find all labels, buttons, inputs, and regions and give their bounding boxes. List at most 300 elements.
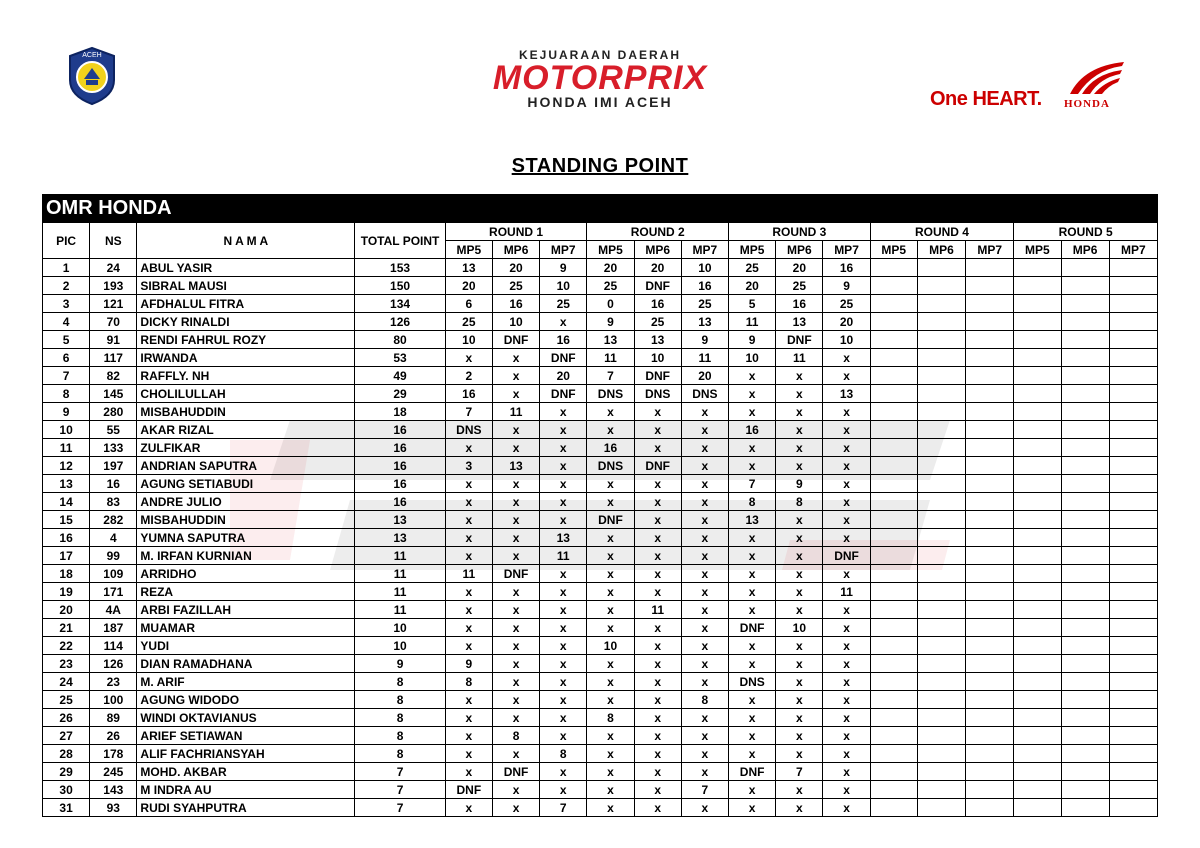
round-result-cell: 25	[634, 313, 681, 331]
total-point-cell: 126	[355, 313, 445, 331]
round-result-cell	[1109, 367, 1157, 385]
round-result-cell: x	[587, 799, 634, 817]
round-result-cell: 11	[634, 601, 681, 619]
table-row	[43, 727, 1158, 745]
round-result-cell: 8	[681, 691, 728, 709]
rider-name-cell: MOHD. AKBAR	[137, 763, 355, 781]
round-result-cell: 10	[445, 331, 492, 349]
round-result-cell	[1109, 799, 1157, 817]
table-row	[43, 745, 1158, 763]
round-result-cell: x	[540, 493, 587, 511]
round-result-cell	[966, 781, 1014, 799]
rank-cell: 22	[43, 637, 90, 655]
round-result-cell	[1014, 511, 1061, 529]
round-result-cell	[966, 493, 1014, 511]
round-result-cell: x	[776, 565, 823, 583]
number-cell: 109	[90, 565, 137, 583]
round-result-cell: x	[823, 367, 870, 385]
number-cell: 245	[90, 763, 137, 781]
honda-wordmark: HONDA	[1064, 98, 1110, 110]
round-result-cell: x	[492, 583, 539, 601]
rank-cell: 6	[43, 349, 90, 367]
rider-name-cell: YUDI	[137, 637, 355, 655]
round-result-cell: 16	[681, 277, 728, 295]
table-row	[43, 277, 1158, 295]
table-row	[43, 547, 1158, 565]
page-header	[0, 0, 1200, 150]
round-result-cell: DNS	[587, 385, 634, 403]
table-row	[43, 349, 1158, 367]
number-cell: 117	[90, 349, 137, 367]
number-cell: 99	[90, 547, 137, 565]
round-result-cell: x	[492, 547, 539, 565]
total-point-cell: 153	[355, 259, 445, 277]
round-result-cell	[1014, 295, 1061, 313]
round-result-cell	[966, 331, 1014, 349]
table-row	[43, 655, 1158, 673]
round-result-cell: 25	[729, 259, 776, 277]
round-result-cell: 8	[540, 745, 587, 763]
round-result-cell: 8	[776, 493, 823, 511]
round-result-cell: 11	[776, 349, 823, 367]
table-row	[43, 673, 1158, 691]
round-result-cell: x	[492, 619, 539, 637]
round-result-cell: 13	[492, 457, 539, 475]
total-point-cell: 150	[355, 277, 445, 295]
table-row	[43, 493, 1158, 511]
table-row	[43, 781, 1158, 799]
round-result-cell: x	[729, 691, 776, 709]
table-row	[43, 565, 1158, 583]
round-result-cell: x	[729, 781, 776, 799]
round-result-cell	[870, 637, 917, 655]
round-result-cell	[1061, 727, 1109, 745]
round-result-cell: x	[492, 349, 539, 367]
round-result-cell	[870, 313, 917, 331]
round-result-cell: x	[634, 475, 681, 493]
round-result-cell	[870, 457, 917, 475]
round-result-cell	[917, 547, 965, 565]
round-result-cell: x	[823, 727, 870, 745]
total-point-cell: 16	[355, 475, 445, 493]
round-result-cell: x	[776, 511, 823, 529]
round-header: ROUND 5	[1014, 223, 1158, 241]
round-result-cell: x	[634, 547, 681, 565]
round-result-cell	[870, 259, 917, 277]
round-result-cell	[917, 727, 965, 745]
round-result-cell: 20	[729, 277, 776, 295]
round-result-cell: x	[823, 475, 870, 493]
total-point-cell: 11	[355, 565, 445, 583]
round-result-cell	[966, 457, 1014, 475]
class-header: MP6	[634, 241, 681, 259]
round-result-cell: x	[634, 691, 681, 709]
table-row	[43, 367, 1158, 385]
rank-cell: 19	[43, 583, 90, 601]
rider-name-cell: SIBRAL MAUSI	[137, 277, 355, 295]
round-header: ROUND 3	[729, 223, 871, 241]
round-result-cell: x	[823, 349, 870, 367]
round-result-cell: 25	[776, 277, 823, 295]
rank-cell: 25	[43, 691, 90, 709]
round-result-cell	[870, 385, 917, 403]
round-result-cell: x	[634, 439, 681, 457]
round-result-cell: 25	[540, 295, 587, 313]
round-result-cell: x	[540, 781, 587, 799]
round-result-cell: x	[445, 511, 492, 529]
round-result-cell	[966, 655, 1014, 673]
rider-name-cell: ABUL YASIR	[137, 259, 355, 277]
motorprix-logo	[440, 48, 760, 108]
round-result-cell: 11	[729, 313, 776, 331]
round-result-cell	[1109, 727, 1157, 745]
round-result-cell	[1014, 745, 1061, 763]
rank-cell: 13	[43, 475, 90, 493]
rank-cell: 11	[43, 439, 90, 457]
number-cell: 23	[90, 673, 137, 691]
round-result-cell	[1109, 547, 1157, 565]
rider-name-cell: ARBI FAZILLAH	[137, 601, 355, 619]
round-result-cell	[917, 403, 965, 421]
round-result-cell	[966, 547, 1014, 565]
round-result-cell: x	[540, 313, 587, 331]
round-result-cell	[1109, 475, 1157, 493]
round-result-cell	[1014, 781, 1061, 799]
round-result-cell	[966, 385, 1014, 403]
class-header: MP5	[587, 241, 634, 259]
round-result-cell: x	[681, 475, 728, 493]
rider-name-cell: AGUNG WIDODO	[137, 691, 355, 709]
rank-cell: 17	[43, 547, 90, 565]
round-result-cell: x	[681, 799, 728, 817]
round-result-cell	[1061, 745, 1109, 763]
round-result-cell: 9	[540, 259, 587, 277]
standing-rows	[43, 259, 1158, 817]
round-result-cell	[870, 673, 917, 691]
round-result-cell: x	[634, 565, 681, 583]
round-result-cell: x	[729, 385, 776, 403]
round-result-cell: 10	[776, 619, 823, 637]
rider-name-cell: RENDI FAHRUL ROZY	[137, 331, 355, 349]
round-result-cell	[917, 799, 965, 817]
number-cell: 114	[90, 637, 137, 655]
brand-top-text: KEJUARAAN DAERAH	[518, 48, 681, 62]
round-result-cell	[1014, 385, 1061, 403]
round-result-cell	[966, 565, 1014, 583]
round-result-cell	[917, 421, 965, 439]
round-result-cell: 7	[587, 367, 634, 385]
round-result-cell: x	[445, 583, 492, 601]
round-result-cell: x	[634, 781, 681, 799]
round-result-cell	[1109, 511, 1157, 529]
round-result-cell: x	[445, 475, 492, 493]
round-result-cell	[917, 295, 965, 313]
round-result-cell	[917, 439, 965, 457]
round-result-cell: x	[776, 403, 823, 421]
table-row	[43, 259, 1158, 277]
round-result-cell: x	[823, 673, 870, 691]
round-result-cell	[1014, 259, 1061, 277]
round-result-cell	[1061, 529, 1109, 547]
round-result-cell: 20	[776, 259, 823, 277]
round-result-cell: x	[776, 439, 823, 457]
round-result-cell	[1061, 277, 1109, 295]
round-result-cell	[1061, 295, 1109, 313]
round-result-cell: x	[540, 457, 587, 475]
round-result-cell	[870, 277, 917, 295]
round-result-cell: x	[681, 403, 728, 421]
rank-cell: 28	[43, 745, 90, 763]
number-cell: 145	[90, 385, 137, 403]
round-result-cell: x	[729, 583, 776, 601]
round-result-cell: 9	[823, 277, 870, 295]
round-result-cell	[1014, 547, 1061, 565]
round-result-cell	[966, 673, 1014, 691]
rank-cell: 30	[43, 781, 90, 799]
round-result-cell: x	[776, 709, 823, 727]
round-result-cell	[966, 745, 1014, 763]
total-point-cell: 8	[355, 727, 445, 745]
round-result-cell	[870, 565, 917, 583]
round-result-cell: DNF	[634, 277, 681, 295]
round-result-cell: 0	[587, 295, 634, 313]
round-result-cell	[917, 763, 965, 781]
round-result-cell: x	[681, 619, 728, 637]
round-result-cell: 10	[729, 349, 776, 367]
round-result-cell: 20	[634, 259, 681, 277]
round-result-cell: x	[776, 457, 823, 475]
round-result-cell	[1109, 529, 1157, 547]
round-result-cell	[917, 367, 965, 385]
rider-name-cell: ARRIDHO	[137, 565, 355, 583]
round-result-cell	[1014, 349, 1061, 367]
round-result-cell: DNF	[776, 331, 823, 349]
round-result-cell: 10	[587, 637, 634, 655]
round-result-cell: x	[681, 511, 728, 529]
round-result-cell: x	[445, 601, 492, 619]
round-result-cell	[917, 637, 965, 655]
round-result-cell	[917, 673, 965, 691]
round-result-cell: x	[587, 475, 634, 493]
round-result-cell	[1014, 727, 1061, 745]
rider-name-cell: YUMNA SAPUTRA	[137, 529, 355, 547]
round-result-cell	[917, 655, 965, 673]
round-result-cell: x	[729, 529, 776, 547]
round-result-cell	[1109, 673, 1157, 691]
round-result-cell	[1061, 313, 1109, 331]
round-result-cell: x	[540, 421, 587, 439]
round-result-cell: x	[634, 745, 681, 763]
table-row	[43, 421, 1158, 439]
round-result-cell: x	[587, 547, 634, 565]
round-result-cell	[1014, 673, 1061, 691]
round-result-cell: 13	[587, 331, 634, 349]
number-cell: 171	[90, 583, 137, 601]
round-result-cell	[1061, 331, 1109, 349]
round-result-cell: x	[634, 403, 681, 421]
class-header: MP5	[729, 241, 776, 259]
round-result-cell: x	[681, 493, 728, 511]
round-result-cell: x	[823, 619, 870, 637]
rank-cell: 18	[43, 565, 90, 583]
round-result-cell: x	[540, 583, 587, 601]
class-header: MP7	[823, 241, 870, 259]
round-result-cell: 20	[445, 277, 492, 295]
round-result-cell: x	[776, 799, 823, 817]
table-row	[43, 385, 1158, 403]
round-result-cell: 13	[445, 259, 492, 277]
round-result-cell: 11	[492, 403, 539, 421]
round-result-cell: x	[823, 763, 870, 781]
number-cell: 26	[90, 727, 137, 745]
round-result-cell: DNF	[540, 349, 587, 367]
total-point-cell: 16	[355, 439, 445, 457]
round-result-cell: DNF	[492, 565, 539, 583]
round-result-cell: x	[540, 709, 587, 727]
round-result-cell: 20	[587, 259, 634, 277]
round-result-cell	[1014, 601, 1061, 619]
round-result-cell: x	[587, 781, 634, 799]
round-result-cell	[870, 295, 917, 313]
round-result-cell	[870, 511, 917, 529]
round-result-cell	[870, 583, 917, 601]
round-result-cell: 13	[776, 313, 823, 331]
round-result-cell: x	[681, 655, 728, 673]
rider-name-cell: AGUNG SETIABUDI	[137, 475, 355, 493]
rider-name-cell: ANDRIAN SAPUTRA	[137, 457, 355, 475]
round-result-cell	[870, 745, 917, 763]
table-row	[43, 295, 1158, 313]
round-result-cell: x	[776, 745, 823, 763]
round-result-cell: x	[776, 421, 823, 439]
round-result-cell	[1109, 403, 1157, 421]
rider-name-cell: CHOLILULLAH	[137, 385, 355, 403]
number-cell: 93	[90, 799, 137, 817]
round-result-cell	[1109, 745, 1157, 763]
round-result-cell: x	[681, 439, 728, 457]
round-result-cell	[1061, 457, 1109, 475]
round-result-cell	[1014, 583, 1061, 601]
round-result-cell: x	[587, 529, 634, 547]
number-cell: 100	[90, 691, 137, 709]
round-result-cell	[1014, 637, 1061, 655]
round-result-cell: 6	[445, 295, 492, 313]
number-cell: 282	[90, 511, 137, 529]
round-result-cell: x	[823, 529, 870, 547]
total-point-cell: 8	[355, 673, 445, 691]
round-result-cell	[870, 547, 917, 565]
rank-cell: 4	[43, 313, 90, 331]
round-result-cell	[1061, 601, 1109, 619]
round-result-cell: x	[681, 565, 728, 583]
round-result-cell	[870, 367, 917, 385]
rank-cell: 5	[43, 331, 90, 349]
rider-name-cell: ANDRE JULIO	[137, 493, 355, 511]
round-result-cell: x	[540, 601, 587, 619]
round-result-cell: 7	[445, 403, 492, 421]
round-result-cell	[1014, 457, 1061, 475]
number-cell: 4A	[90, 601, 137, 619]
round-result-cell	[917, 259, 965, 277]
round-result-cell: x	[492, 601, 539, 619]
round-result-cell	[1061, 349, 1109, 367]
round-result-cell: x	[445, 529, 492, 547]
round-result-cell: x	[492, 475, 539, 493]
number-cell: 193	[90, 277, 137, 295]
round-result-cell: x	[634, 799, 681, 817]
number-cell: 197	[90, 457, 137, 475]
rank-cell: 24	[43, 673, 90, 691]
round-result-cell: 20	[540, 367, 587, 385]
round-result-cell	[1061, 673, 1109, 691]
round-result-cell: x	[492, 493, 539, 511]
round-result-cell	[1014, 439, 1061, 457]
class-header: MP7	[540, 241, 587, 259]
round-result-cell	[917, 511, 965, 529]
rider-name-cell: RAFFLY. NH	[137, 367, 355, 385]
round-result-cell	[1061, 655, 1109, 673]
round-result-cell: x	[776, 727, 823, 745]
round-result-cell	[966, 529, 1014, 547]
rank-cell: 7	[43, 367, 90, 385]
round-result-cell	[1061, 367, 1109, 385]
round-result-cell: x	[823, 655, 870, 673]
round-result-cell: x	[776, 385, 823, 403]
round-result-cell: DNS	[681, 385, 728, 403]
round-result-cell	[1061, 439, 1109, 457]
rank-cell: 15	[43, 511, 90, 529]
total-point-cell: 29	[355, 385, 445, 403]
round-result-cell: 10	[634, 349, 681, 367]
total-point-cell: 11	[355, 583, 445, 601]
round-result-cell: x	[729, 745, 776, 763]
round-result-cell	[966, 439, 1014, 457]
round-result-cell	[1109, 493, 1157, 511]
round-result-cell: 20	[823, 313, 870, 331]
rider-name-cell: M. IRFAN KURNIAN	[137, 547, 355, 565]
rider-name-cell: AKAR RIZAL	[137, 421, 355, 439]
table-row	[43, 709, 1158, 727]
round-result-cell: 20	[492, 259, 539, 277]
round-result-cell: x	[729, 457, 776, 475]
round-result-cell	[1014, 565, 1061, 583]
total-point-cell: 80	[355, 331, 445, 349]
rank-cell: 29	[43, 763, 90, 781]
table-row	[43, 457, 1158, 475]
round-result-cell: x	[729, 655, 776, 673]
round-result-cell: 25	[492, 277, 539, 295]
round-result-cell: 7	[540, 799, 587, 817]
round-result-cell: DNF	[492, 331, 539, 349]
round-result-cell: DNF	[729, 619, 776, 637]
round-result-cell	[917, 745, 965, 763]
round-result-cell: x	[729, 727, 776, 745]
round-result-cell: x	[492, 439, 539, 457]
round-result-cell	[966, 709, 1014, 727]
round-result-cell	[966, 313, 1014, 331]
round-header: ROUND 2	[587, 223, 729, 241]
round-result-cell: x	[445, 709, 492, 727]
number-cell: 4	[90, 529, 137, 547]
round-result-cell	[1061, 403, 1109, 421]
number-cell: 187	[90, 619, 137, 637]
round-result-cell: DNF	[445, 781, 492, 799]
round-result-cell: DNF	[634, 367, 681, 385]
total-point-cell: 10	[355, 637, 445, 655]
round-result-cell: 5	[729, 295, 776, 313]
round-result-cell: x	[729, 601, 776, 619]
round-result-cell: 13	[634, 331, 681, 349]
